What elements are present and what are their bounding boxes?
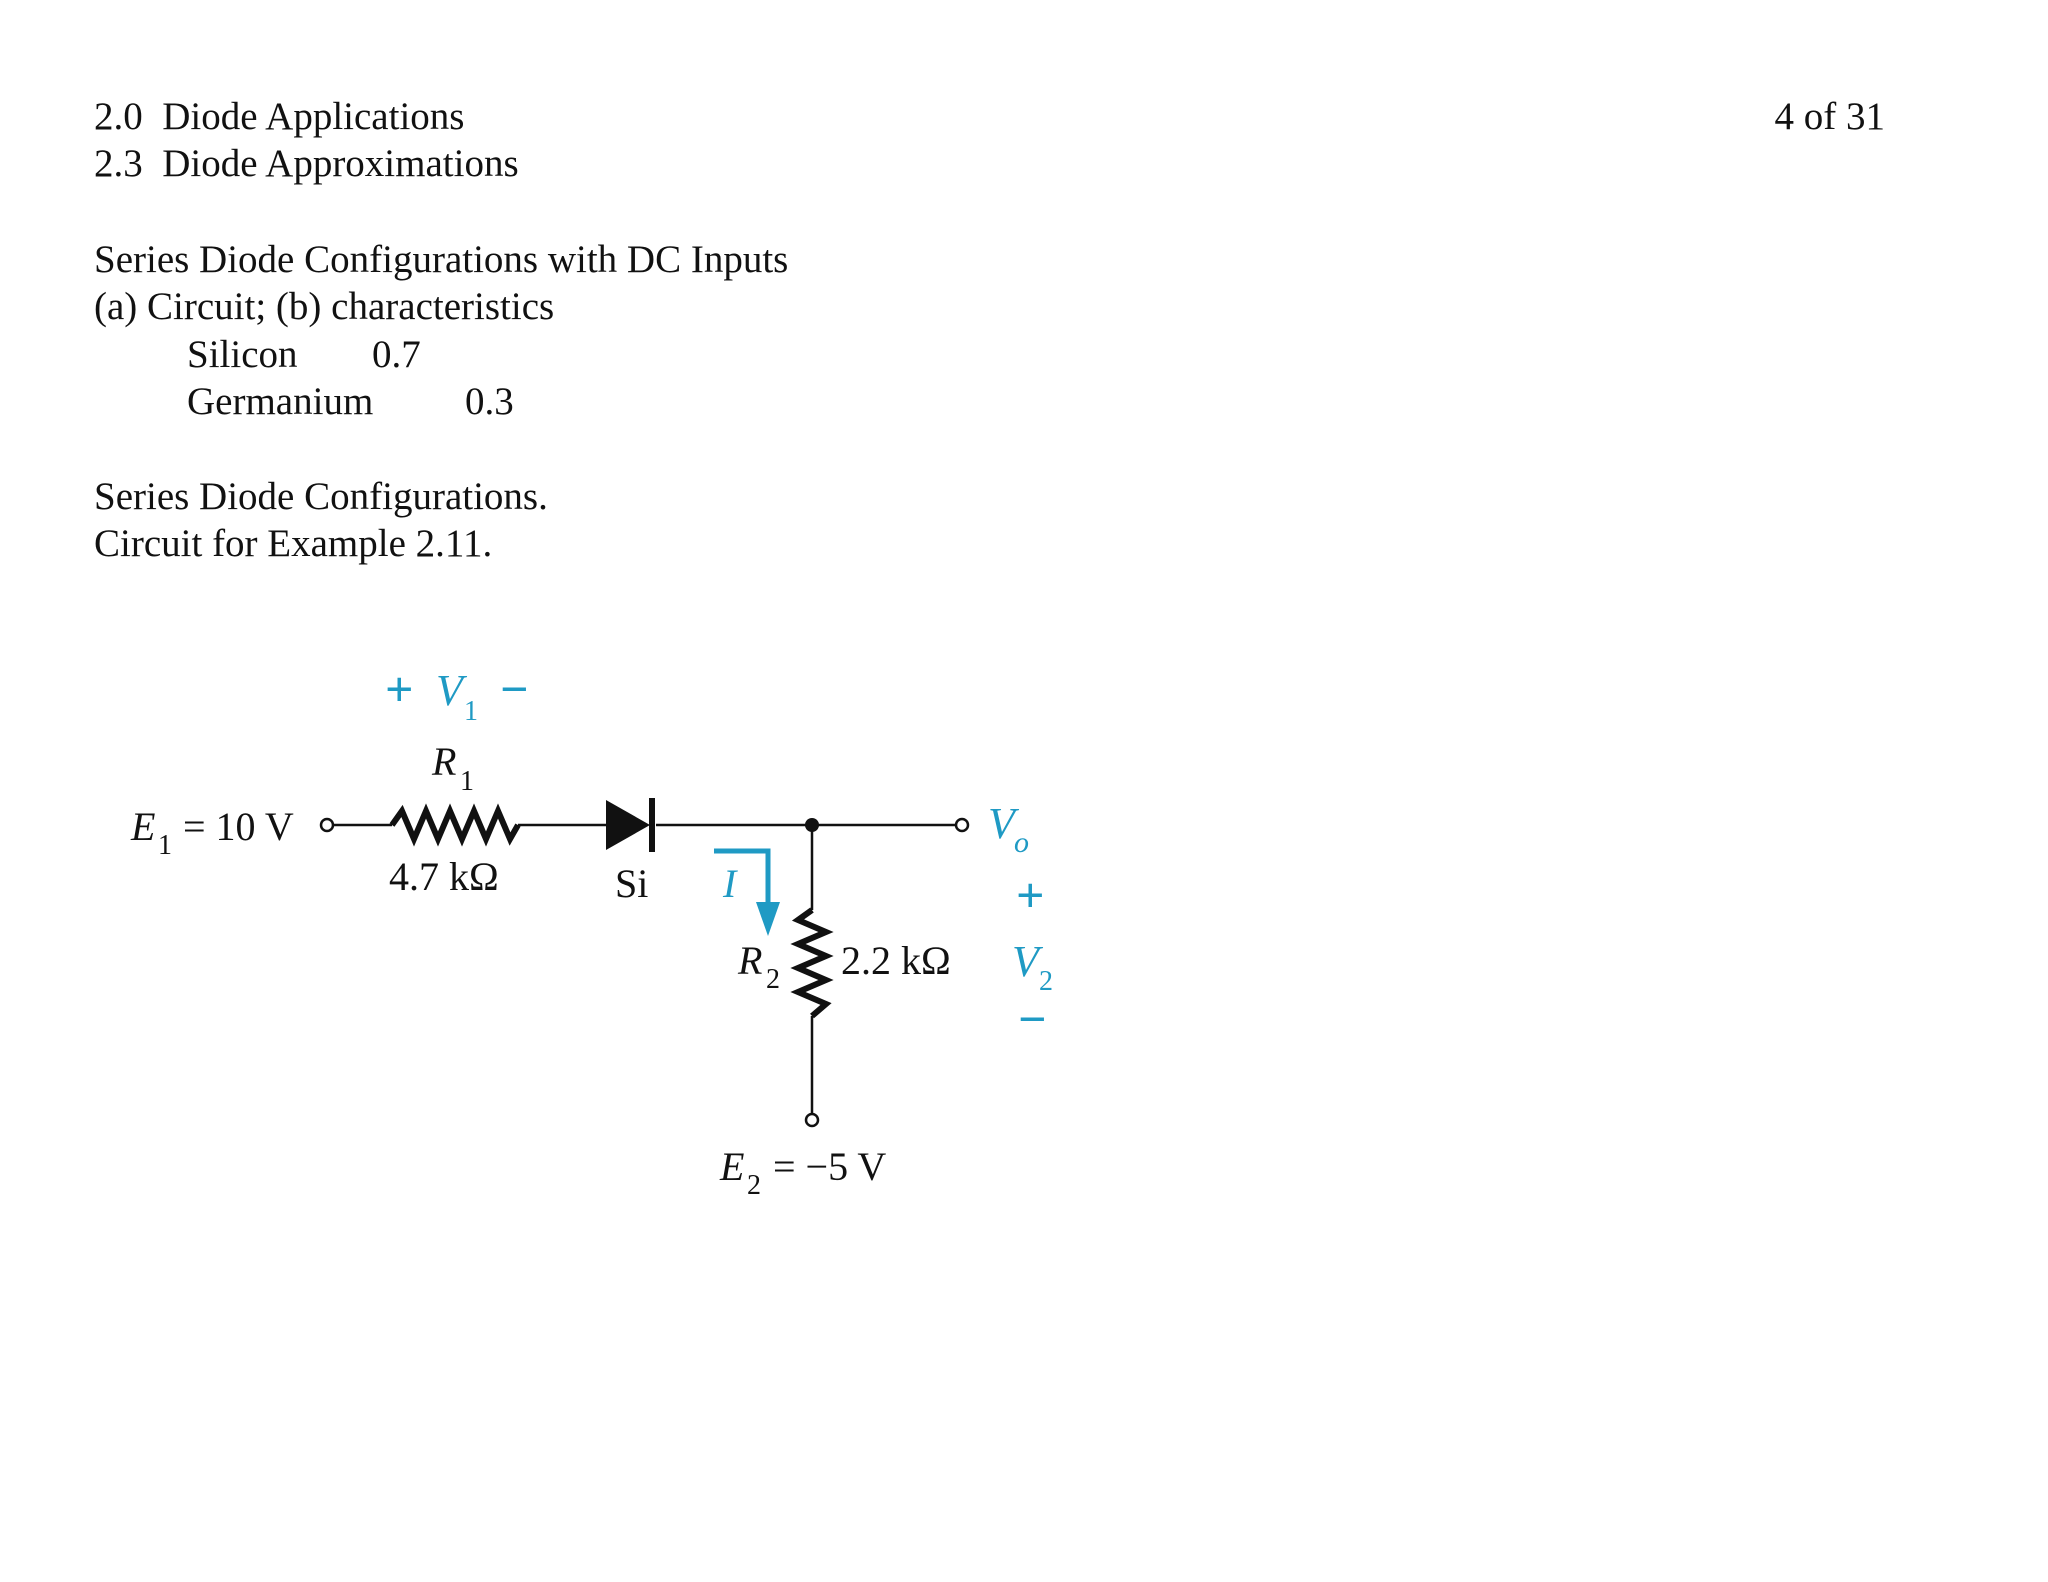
resistor-r2: [798, 910, 826, 1016]
circuit-diagram: [0, 640, 1100, 1200]
v2-subscript: 2: [1039, 966, 1053, 997]
vo-symbol: V: [988, 799, 1015, 848]
terminal-e1: [321, 819, 333, 831]
page-number: 4 of 31: [1774, 95, 1885, 138]
resistor-r1: [392, 811, 518, 839]
material-value-germanium: 0.3: [465, 380, 514, 423]
r2-symbol: R: [738, 938, 763, 983]
v2-minus: −: [1018, 991, 1047, 1047]
e2-subscript: 2: [747, 1170, 761, 1200]
v1-plus: +: [385, 661, 414, 717]
terminal-vo: [956, 819, 968, 831]
figure-caption-2: Circuit for Example 2.11.: [94, 522, 493, 565]
body-subtitle: (a) Circuit; (b) characteristics: [94, 285, 555, 328]
current-arrowhead-icon: [756, 902, 780, 936]
v1-symbol: V: [436, 666, 463, 715]
material-value-silicon: 0.7: [372, 333, 421, 376]
subsection-heading: 2.3 Diode Approximations: [94, 142, 519, 185]
material-name-silicon: Silicon: [187, 333, 298, 376]
r1-subscript: 1: [460, 766, 474, 797]
material-name-germanium: Germanium: [187, 380, 374, 423]
v2-plus: +: [1016, 867, 1045, 923]
e1-symbol: E: [131, 804, 156, 849]
vo-subscript: o: [1014, 826, 1029, 859]
e1-value: = 10 V: [183, 804, 294, 849]
figure-caption-1: Series Diode Configurations.: [94, 475, 548, 518]
e1-subscript: 1: [158, 830, 172, 861]
v2-symbol: V: [1012, 937, 1039, 986]
r1-value: 4.7 kΩ: [389, 854, 499, 899]
junction-node: [805, 818, 819, 832]
e2-value: = −5 V: [773, 1144, 887, 1189]
v1-minus: −: [500, 661, 529, 717]
e2-symbol: E: [720, 1144, 745, 1189]
diode-label: Si: [615, 861, 649, 906]
body-title: Series Diode Configurations with DC Inputs: [94, 238, 789, 281]
terminal-e2: [806, 1114, 818, 1126]
r1-symbol: R: [432, 739, 457, 784]
diode-si-icon: [606, 800, 650, 850]
r2-value: 2.2 kΩ: [841, 938, 951, 983]
current-label: I: [723, 861, 737, 906]
r2-subscript: 2: [766, 964, 780, 995]
section-heading: 2.0 Diode Applications: [94, 95, 465, 138]
v1-subscript: 1: [464, 696, 478, 727]
